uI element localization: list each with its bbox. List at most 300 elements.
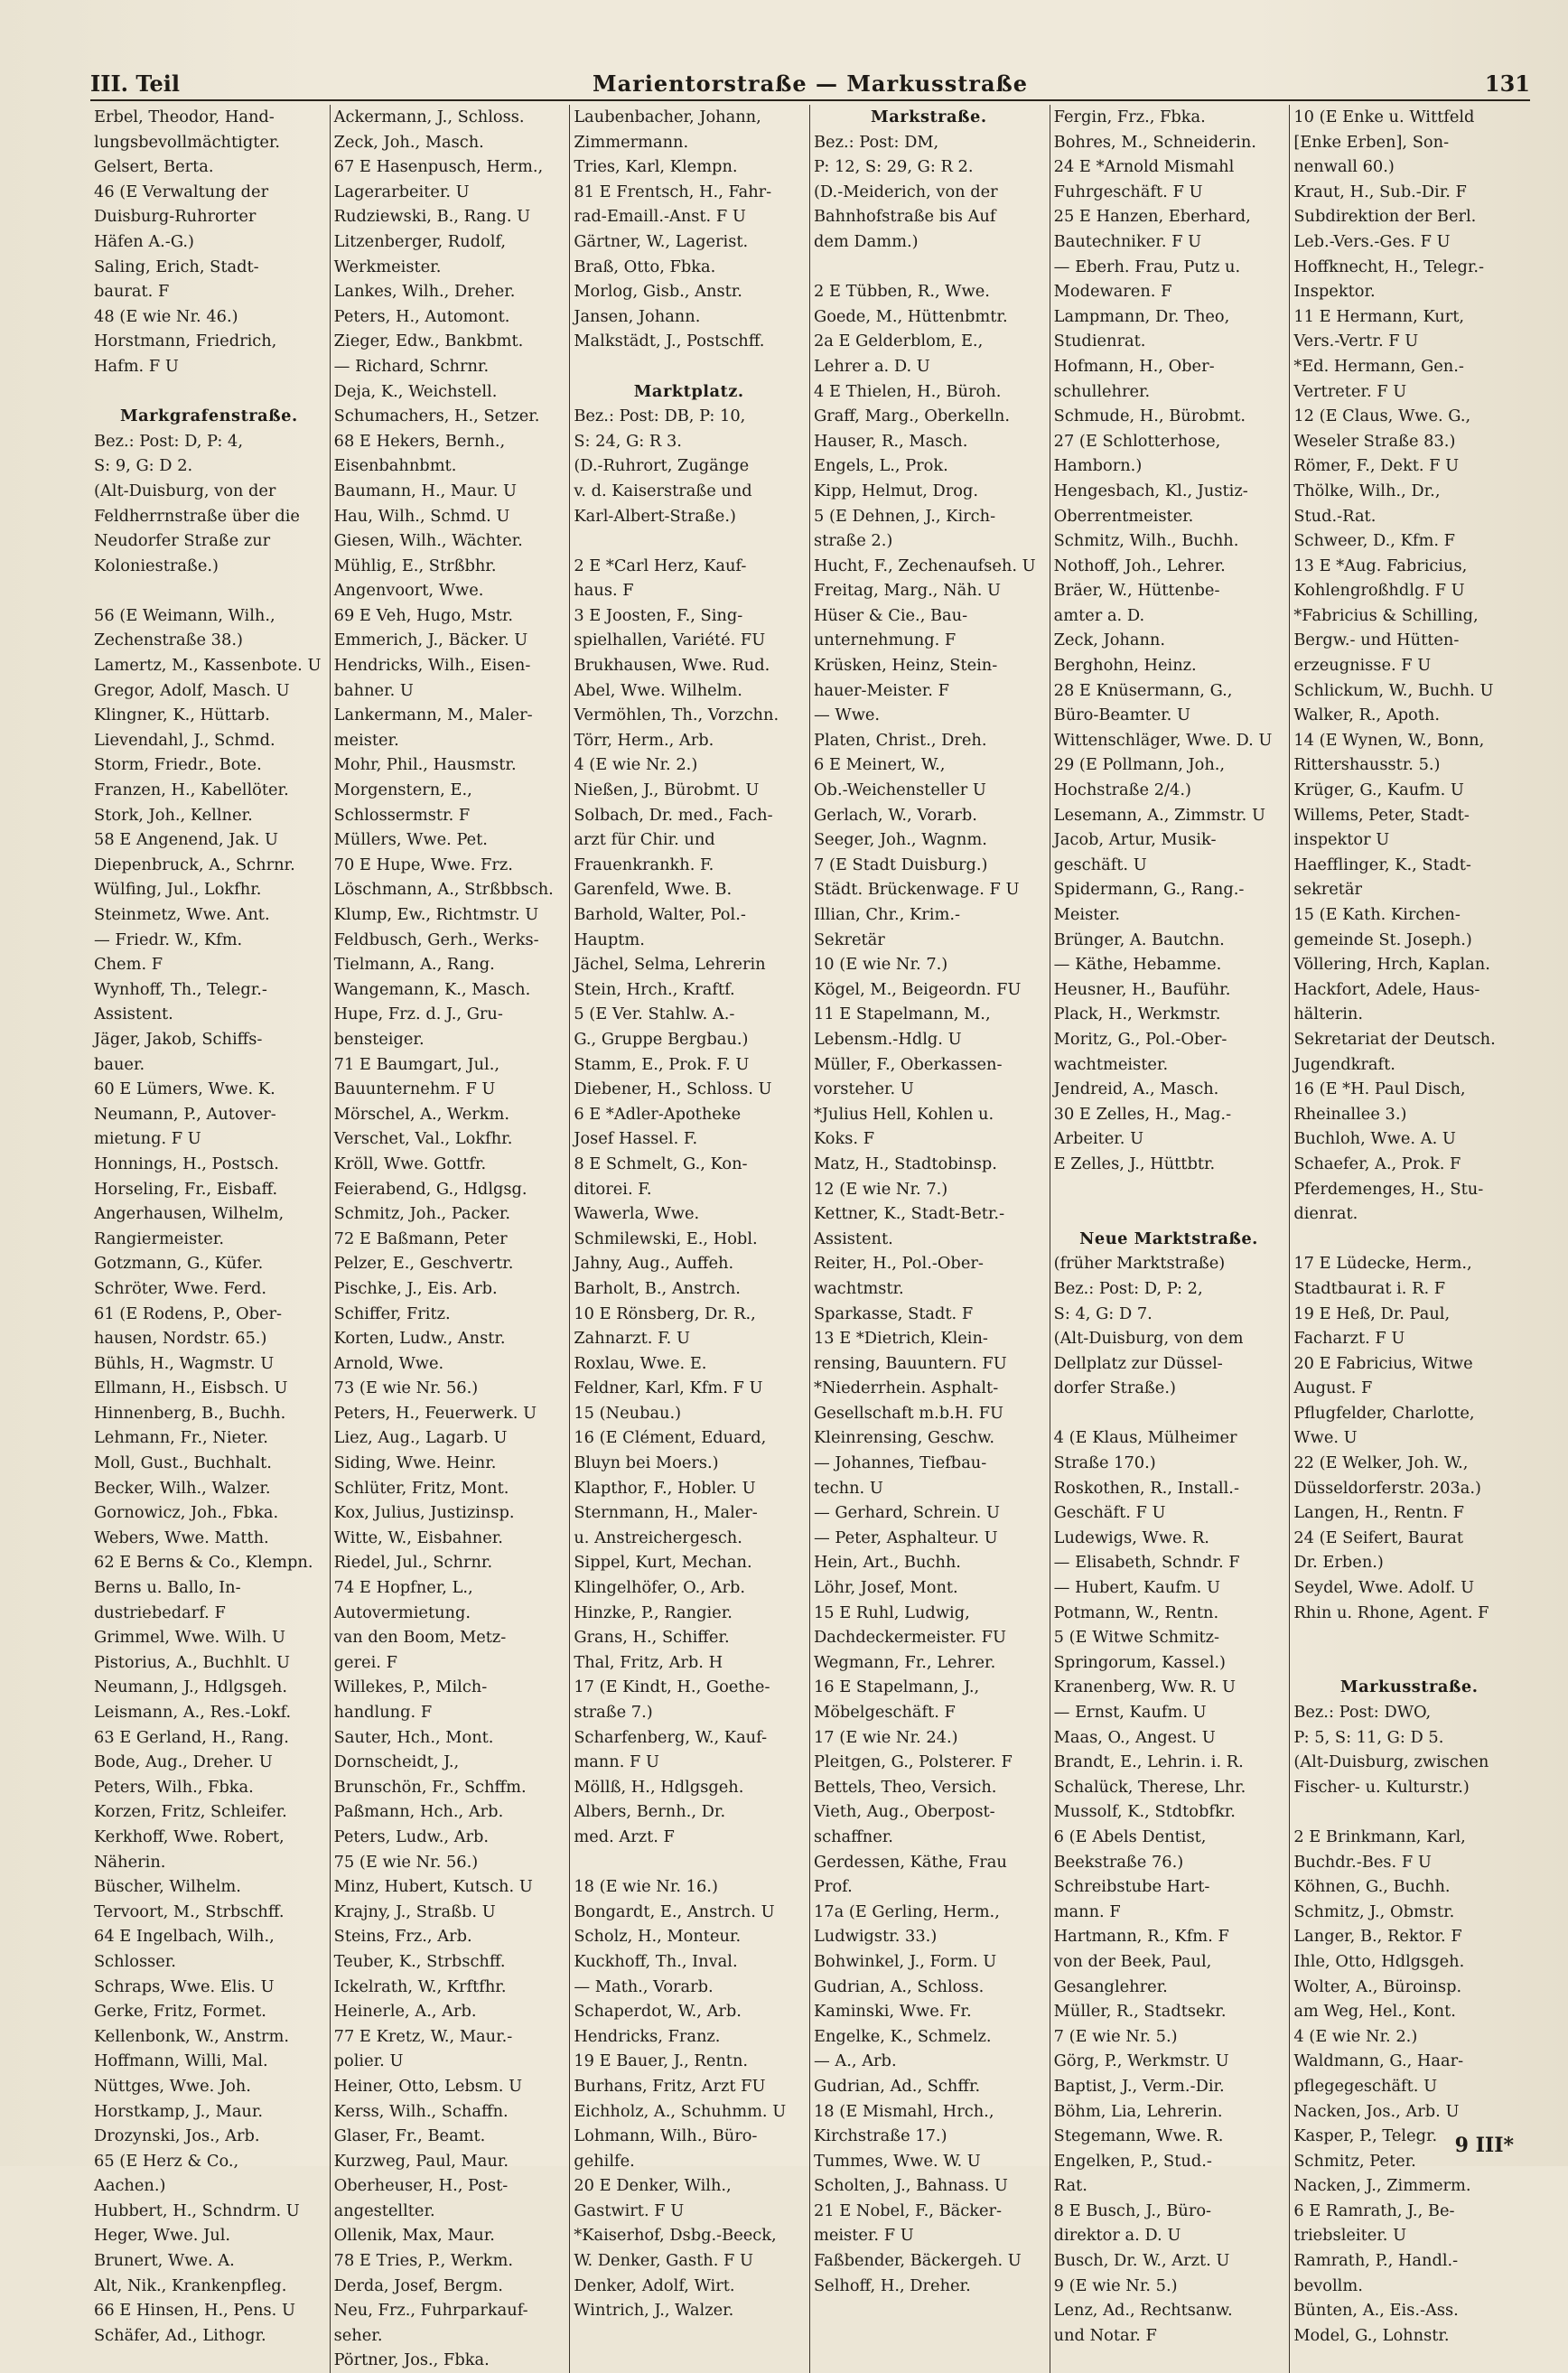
entry-line: P: 12, S: 29, G: R 2.	[813, 157, 974, 177]
entry-line: Ickelrath, W., Krftfhr.	[333, 1976, 507, 1996]
entry-line: Ob.-Weichensteller U	[813, 780, 986, 800]
entry-line: Baptist, J., Verm.-Dir.	[1053, 2076, 1225, 2096]
entry-line: Schmitz, Peter.	[1293, 2151, 1416, 2171]
entry-line: Wittenschläger, Wwe. D. U	[1053, 730, 1273, 750]
entry-line: Brukhausen, Wwe. Rud.	[574, 656, 770, 676]
entry-line: 20 E Fabricius, Witwe	[1293, 1353, 1473, 1373]
entry-line: Willems, Peter, Stadt-	[1293, 805, 1470, 825]
entry-line: Selhoff, H., Dreher.	[813, 2275, 971, 2295]
entry-line: techn. U	[813, 1478, 883, 1498]
entry-line: Ihle, Otto, Hdlgsgeh.	[1293, 1951, 1465, 1971]
entry-line: Hendricks, Wilh., Eisen-	[333, 656, 531, 676]
entry-line: Witte, W., Eisbahner.	[333, 1528, 503, 1547]
entry-line: erzeugnisse. F U	[1293, 656, 1432, 676]
entry-line: Horstmann, Friedrich,	[94, 332, 277, 351]
entry-line: Bauunternehm. F U	[333, 1079, 496, 1099]
entry-line: Ollenik, Max, Maur.	[333, 2226, 495, 2246]
entry-line: Glaser, Fr., Beamt.	[333, 2126, 486, 2146]
entry-line: Paßmann, Hch., Arb.	[333, 1802, 504, 1822]
entry-line: hälterin.	[1293, 1004, 1364, 1024]
entry-line: Schumachers, H., Setzer.	[333, 406, 540, 426]
entry-line: Vieth, Aug., Oberpost-	[813, 1802, 995, 1822]
entry-line: — Friedr. W., Kfm.	[94, 930, 243, 949]
entry-line: Kerss, Wilh., Schaffn.	[333, 2101, 509, 2121]
entry-line: 10 E Rönsberg, Dr. R.,	[574, 1303, 756, 1323]
entry-line: Rangiermeister.	[94, 1229, 225, 1248]
entry-line: Thal, Fritz, Arb. H	[574, 1652, 723, 1672]
entry-line: Pörtner, Jos., Fbka.	[333, 2350, 490, 2370]
entry-line: Freitag, Marg., Näh. U	[813, 581, 1002, 601]
entry-line: Rudziewski, B., Rang. U	[333, 207, 531, 227]
entry-line: Assistent.	[94, 1004, 173, 1024]
entry-line: Nießen, J., Bürobmt. U	[574, 780, 760, 800]
entry-line: Dellplatz zur Düssel-	[1053, 1353, 1223, 1373]
entry-line: Burhans, Fritz, Arzt FU	[574, 2076, 766, 2096]
entry-line: Vers.-Vertr. F U	[1293, 332, 1419, 351]
entry-line: Jächel, Selma, Lehrerin	[574, 955, 766, 975]
entry-line: Morlog, Gisb., Anstr.	[574, 282, 742, 302]
entry-line: Moll, Gust., Buchhalt.	[94, 1453, 272, 1473]
entry-line: Jansen, Johann.	[574, 306, 701, 326]
entry-line: Litzenberger, Rudolf,	[333, 231, 507, 251]
entry-line: Neumann, J., Hdlgsgeh.	[94, 1677, 287, 1697]
entry-line: spielhallen, Variété. FU	[574, 631, 766, 650]
entry-line: Feldner, Karl, Kfm. F U	[574, 1378, 763, 1398]
entry-line: Straße 170.)	[1053, 1453, 1156, 1473]
entry-line: Autovermietung.	[333, 1602, 471, 1622]
entry-line: am Weg, Hel., Kont.	[1293, 2002, 1456, 2022]
entry-line: 7 (E Stadt Duisburg.)	[813, 855, 988, 874]
entry-line: Scharfenberg, W., Kauf-	[574, 1727, 768, 1747]
entry-line: Kirchstraße 17.)	[813, 2126, 947, 2146]
entry-line: Hoffmann, Willi, Mal.	[94, 2051, 268, 2071]
street-heading: Markusstraße.	[1339, 1677, 1479, 1697]
entry-line: 77 E Kretz, W., Maur.-	[333, 2026, 513, 2046]
entry-line: Löhr, Josef, Mont.	[813, 1578, 958, 1598]
entry-line: — Hubert, Kaufm. U	[1053, 1578, 1220, 1598]
entry-line: 27 (E Schlotterhose,	[1053, 431, 1221, 451]
entry-line: Roskothen, R., Install.-	[1053, 1478, 1239, 1498]
entry-line: Sekretariat der Deutsch.	[1293, 1029, 1496, 1049]
entry-line: 58 E Angenend, Jak. U	[94, 830, 279, 850]
entry-line: Klump, Ew., Richtmstr. U	[333, 905, 539, 924]
entry-line: Fuhrgeschäft. F U	[1053, 182, 1203, 201]
entry-line: Modewaren. F	[1053, 282, 1172, 302]
entry-line: 15 (E Kath. Kirchen-	[1293, 905, 1461, 924]
entry-line: Klingner, K., Hüttarb.	[94, 705, 270, 725]
entry-line: Engels, L., Prok.	[813, 456, 948, 476]
entry-line: Schreibstube Hart-	[1053, 1877, 1210, 1897]
entry-line: Müllers, Wwe. Pet.	[333, 830, 488, 850]
entry-line: Häfen A.-G.)	[94, 231, 194, 251]
entry-line: — Elisabeth, Schndr. F	[1053, 1553, 1240, 1573]
entry-line: baurat. F	[94, 282, 170, 302]
entry-line: Dr. Erben.)	[1293, 1553, 1384, 1573]
entry-line: pflegegeschäft. U	[1293, 2076, 1438, 2096]
entry-line: Liez, Aug., Lagarb. U	[333, 1428, 508, 1448]
entry-line: Dornscheidt, J.,	[333, 1752, 460, 1772]
entry-line: Wülfing, Jul., Lokfhr.	[94, 880, 262, 900]
entry-line: Vermöhlen, Th., Vorzchn.	[574, 705, 779, 725]
entry-line: Städt. Brückenwage. F U	[813, 880, 1020, 900]
entry-line: Kellenbonk, W., Anstrm.	[94, 2026, 289, 2046]
entry-line: Teuber, K., Strbschff.	[333, 1951, 506, 1971]
entry-line: Müller, F., Oberkassen-	[813, 1054, 1003, 1074]
entry-line: Mussolf, K., Stdtobfkr.	[1053, 1802, 1236, 1822]
entry-line: 4 (E wie Nr. 2.)	[574, 755, 698, 775]
entry-line: 15 E Ruhl, Ludwig,	[813, 1602, 970, 1622]
entry-line: sekretär	[1293, 880, 1363, 900]
entry-line: Wolter, A., Büroinsp.	[1293, 1976, 1462, 1996]
entry-line: Schraps, Wwe. Elis. U	[94, 1976, 275, 1996]
entry-line: Schalück, Therese, Lhr.	[1053, 1777, 1246, 1797]
entry-line: Jacob, Artur, Musik-	[1053, 830, 1217, 850]
entry-line: mietung. F U	[94, 1129, 201, 1149]
entry-line: Langen, H., Rentn. F	[1293, 1503, 1464, 1523]
entry-line: Schiffer, Fritz.	[333, 1303, 451, 1323]
entry-line: 2 E *Carl Herz, Kauf-	[574, 556, 747, 575]
entry-line: Hendricks, Franz.	[574, 2026, 721, 2046]
entry-line: Thölke, Wilh., Dr.,	[1293, 481, 1441, 500]
entry-line: Lesemann, A., Zimmstr. U	[1053, 805, 1265, 825]
entry-line: 14 (E Wynen, W., Bonn,	[1293, 730, 1485, 750]
entry-line: 66 E Hinsen, H., Pens. U	[94, 2301, 295, 2321]
entry-line: Pischke, J., Eis. Arb.	[333, 1278, 498, 1298]
entry-line: Bahnhofstraße bis Auf	[813, 207, 996, 227]
blank-line	[1293, 1650, 1525, 1676]
entry-line: Ludwigstr. 33.)	[813, 1927, 938, 1947]
entry-line: Stadtbaurat i. R. F	[1293, 1278, 1446, 1298]
page-header	[90, 70, 1530, 98]
entry-line: vorsteher. U	[813, 1079, 914, 1099]
entry-line: Derda, Josef, Bergm.	[333, 2275, 503, 2295]
entry-line: Storm, Friedr., Bote.	[94, 755, 262, 775]
entry-line: Völlering, Hrch, Kaplan.	[1293, 955, 1490, 975]
entry-line: Springorum, Kassel.)	[1053, 1652, 1226, 1672]
entry-line: Schäfer, Ad., Lithogr.	[94, 2325, 266, 2345]
entry-line: Kuckhoff, Th., Inval.	[574, 1951, 738, 1971]
entry-line: Webers, Wwe. Matth.	[94, 1528, 269, 1547]
column-1	[90, 105, 331, 2373]
entry-line: Siding, Wwe. Heinr.	[333, 1453, 497, 1473]
entry-line: Scholz, H., Monteur.	[574, 1927, 742, 1947]
entry-line: Hochstraße 2/4.)	[1053, 780, 1191, 800]
entry-line: Krüsken, Heinz, Stein-	[813, 656, 998, 676]
entry-line: Nacken, J., Zimmerm.	[1293, 2176, 1471, 2196]
entry-line: Hengesbach, Kl., Justiz-	[1053, 481, 1248, 500]
entry-line: Barhold, Walter, Pol.-	[574, 905, 746, 924]
entry-line: 3 E Joosten, F., Sing-	[574, 605, 743, 625]
entry-line: Stamm, E., Prok. F. U	[574, 1054, 750, 1074]
entry-line: Wynhoff, Th., Telegr.-	[94, 979, 267, 999]
entry-line: Weseler Straße 83.)	[1293, 431, 1456, 451]
entry-line: Möllß, H., Hdlgsgeh.	[574, 1777, 744, 1797]
entry-line: Stud.-Rat.	[1293, 506, 1377, 526]
entry-line: G., Gruppe Bergbau.)	[574, 1029, 749, 1049]
entry-line: Schlossermstr. F	[333, 805, 471, 825]
entry-line: Hauptm.	[574, 930, 645, 949]
entry-line: 64 E Ingelbach, Wilh.,	[94, 1927, 275, 1947]
entry-line: Wintrich, J., Walzer.	[574, 2301, 734, 2321]
entry-line: Bez.: Post: DB, P: 10,	[574, 406, 746, 426]
entry-line: 69 E Veh, Hugo, Mstr.	[333, 605, 514, 625]
entry-line: Grimmel, Wwe. Wilh. U	[94, 1628, 286, 1648]
entry-line: — Peter, Asphalteur. U	[813, 1528, 998, 1547]
entry-line: Mörschel, A., Werkm.	[333, 1104, 510, 1124]
entry-line: Lehrer a. D. U	[813, 356, 930, 376]
blank-line	[1054, 1401, 1284, 1426]
entry-line: Bräer, W., Hüttenbe-	[1053, 581, 1220, 601]
entry-line: nenwall 60.)	[1293, 157, 1395, 177]
entry-line: Gärtner, W., Lagerist.	[574, 231, 749, 251]
entry-line: Hofmann, H., Ober-	[1053, 356, 1215, 376]
entry-line: Gerdessen, Käthe, Frau	[813, 1852, 1007, 1872]
entry-line: dustriebedarf. F	[94, 1602, 226, 1622]
entry-line: 73 (E wie Nr. 56.)	[333, 1378, 479, 1398]
entry-line: Klapthor, F., Hobler. U	[574, 1478, 756, 1498]
entry-line: Stork, Joh., Kellner.	[94, 805, 253, 825]
entry-line: Gerlach, W., Vorarb.	[813, 805, 977, 825]
entry-line: Jendreid, A., Masch.	[1053, 1079, 1219, 1099]
entry-line: 24 (E Seifert, Baurat	[1293, 1528, 1463, 1547]
blank-line	[814, 255, 1044, 280]
street-heading: Neue Marktstraße.	[1079, 1229, 1258, 1248]
entry-line: 70 E Hupe, Wwe. Frz.	[333, 855, 513, 874]
entry-line: Korzen, Fritz, Schleifer.	[94, 1802, 287, 1822]
entry-line: Sippel, Kurt, Mechan.	[574, 1553, 752, 1573]
entry-line: W. Denker, Gasth. F U	[574, 2251, 753, 2271]
entry-line: Kerkhoff, Wwe. Robert,	[94, 1826, 285, 1846]
entry-line: Faßbender, Bäckergeh. U	[813, 2251, 1022, 2271]
entry-line: Hubbert, H., Schndrm. U	[94, 2200, 300, 2220]
entry-line: Sternmann, H., Maler-	[574, 1503, 758, 1523]
entry-line: 5 (E Ver. Stahlw. A.-	[574, 1004, 735, 1024]
entry-line: Bohres, M., Schneiderin.	[1053, 132, 1256, 152]
entry-line: Diepenbruck, A., Schrnr.	[94, 855, 295, 874]
entry-line: 60 E Lümers, Wwe. K.	[94, 1079, 275, 1099]
entry-line: Zimmermann.	[574, 132, 689, 152]
entry-line: gemeinde St. Joseph.)	[1293, 930, 1472, 949]
entry-line: Josef Hassel. F.	[574, 1129, 698, 1149]
entry-line: 16 E Stapelmann, J.,	[813, 1677, 980, 1697]
entry-line: Laubenbacher, Johann,	[574, 107, 761, 126]
entry-line: Meister.	[1053, 905, 1121, 924]
entry-line: Berghohn, Heinz.	[1053, 656, 1197, 676]
entry-line: Langer, B., Rektor. F	[1293, 1927, 1462, 1947]
entry-line: Korten, Ludw., Anstr.	[333, 1329, 506, 1349]
entry-line: 19 E Bauer, J., Rentn.	[574, 2051, 749, 2071]
entry-line: bauer.	[94, 1054, 145, 1074]
entry-line: 78 E Tries, P., Werkm.	[333, 2251, 514, 2271]
entry-line: Kögel, M., Beigeordn. FU	[813, 979, 1022, 999]
entry-line: 10 (E Enke u. Wittfeld	[1293, 107, 1475, 126]
entry-line: Schlickum, W., Buchh. U	[1293, 680, 1494, 700]
entry-line: Heusner, H., Bauführ.	[1053, 979, 1231, 999]
entry-line: Vertreter. F U	[1293, 381, 1407, 401]
entry-line: 21 E Nobel, F., Bäcker-	[813, 2200, 1003, 2220]
entry-line: Gesanglehrer.	[1053, 1976, 1168, 1996]
entry-line: Bettels, Theo, Versich.	[813, 1777, 997, 1797]
entry-line: Hackfort, Adele, Haus-	[1293, 979, 1480, 999]
entry-line: wachtmstr.	[813, 1278, 904, 1298]
entry-line: Moritz, G., Pol.-Ober-	[1053, 1029, 1227, 1049]
entry-line: Graff, Marg., Oberkelln.	[813, 406, 1010, 426]
entry-line: 7 (E wie Nr. 5.)	[1053, 2026, 1178, 2046]
entry-line: (D.-Meiderich, von der	[813, 182, 998, 201]
blank-line	[574, 354, 804, 379]
entry-line: Düsseldorferstr. 203a.)	[1293, 1478, 1481, 1498]
entry-line: Rhin u. Rhone, Agent. F	[1293, 1602, 1489, 1622]
entry-line: S: 24, G: R 3.	[574, 431, 682, 451]
entry-line: angestellter.	[333, 2200, 435, 2220]
entry-line: dorfer Straße.)	[1053, 1378, 1176, 1398]
entry-line: straße 7.)	[574, 1703, 653, 1722]
entry-line: Duisburg-Ruhrorter	[94, 207, 257, 227]
entry-line: 6 (E Abels Dentist,	[1053, 1826, 1207, 1846]
entry-line: Frauenkrankh. F.	[574, 855, 714, 874]
entry-line: 5 (E Dehnen, J., Kirch-	[813, 506, 996, 526]
entry-line: 6 E Meinert, W.,	[813, 755, 946, 775]
entry-line: Ellmann, H., Eisbsch. U	[94, 1378, 288, 1398]
entry-line: 61 (E Rodens, P., Ober-	[94, 1303, 283, 1323]
entry-line: Peters, Ludw., Arb.	[333, 1826, 490, 1846]
entry-line: schaffner.	[813, 1826, 893, 1846]
blank-line	[1293, 1625, 1525, 1650]
entry-line: Zieger, Edw., Bankbmt.	[333, 332, 524, 351]
entry-line: amter a. D.	[1053, 605, 1145, 625]
entry-line: 2 E Brinkmann, Karl,	[1293, 1826, 1466, 1846]
entry-line: Schmitz, Wilh., Buchh.	[1053, 531, 1239, 551]
entry-line: Gregor, Adolf, Masch. U	[94, 680, 290, 700]
entry-line: u. Anstreichergesch.	[574, 1528, 742, 1547]
entry-line: v. d. Kaiserstraße und	[574, 481, 752, 500]
entry-line: Mühlig, E., Strßbhr.	[333, 556, 497, 575]
entry-line: Inspektor.	[1293, 282, 1376, 302]
entry-line: Baumann, H., Maur. U	[333, 481, 518, 500]
entry-line: Subdirektion der Berl.	[1293, 207, 1477, 227]
entry-line: gehilfe.	[574, 2151, 635, 2171]
entry-line: Platen, Christ., Dreh.	[813, 730, 987, 750]
signature-mark: 9 III*	[1454, 2134, 1514, 2157]
entry-line: schullehrer.	[1053, 381, 1151, 401]
entry-line: (früher Marktstraße)	[1053, 1254, 1226, 1274]
entry-line: Bergw.- und Hütten-	[1293, 631, 1460, 650]
entry-line: Jugendkraft.	[1293, 1054, 1395, 1074]
entry-line: Neumann, P., Autover-	[94, 1104, 276, 1124]
entry-line: meister.	[333, 730, 399, 750]
entry-line: Reiter, H., Pol.-Ober-	[813, 1254, 984, 1274]
entry-line: Plack, H., Werkmstr.	[1053, 1004, 1221, 1024]
entry-line: 4 (E wie Nr. 2.)	[1293, 2026, 1418, 2046]
entry-line: Erbel, Theodor, Hand-	[94, 107, 275, 126]
entry-line: Arnold, Wwe.	[333, 1353, 444, 1373]
entry-line: Tielmann, A., Rang.	[333, 955, 495, 975]
part-label: III. Teil	[90, 70, 180, 97]
entry-line: hauer-Meister. F	[813, 680, 949, 700]
entry-line: Wawerla, Wwe.	[574, 1204, 700, 1224]
entry-line: Koks. F	[813, 1129, 875, 1149]
entry-line: Tummes, Wwe. W. U	[813, 2151, 981, 2171]
entry-line: Heinerle, A., Arb.	[333, 2002, 477, 2022]
blank-line	[94, 578, 324, 603]
entry-line: Hinzke, P., Rangier.	[574, 1602, 733, 1622]
entry-line: 81 E Frentsch, H., Fahr-	[574, 182, 772, 201]
entry-line: Kipp, Helmut, Drog.	[813, 481, 978, 500]
entry-line: Abel, Wwe. Wilhelm.	[574, 680, 742, 700]
entry-line: Lehmann, Fr., Nieter.	[94, 1428, 268, 1448]
entry-line: dem Damm.)	[813, 231, 919, 251]
entry-line: Kraut, H., Sub.-Dir. F	[1293, 182, 1467, 201]
entry-line: 12 (E Claus, Wwe. G.,	[1293, 406, 1471, 426]
entry-line: Heiner, Otto, Lebsm. U	[333, 2076, 523, 2096]
entry-line: *Julius Hell, Kohlen u.	[813, 1104, 994, 1124]
entry-line: Krüger, G., Kaufm. U	[1293, 780, 1464, 800]
entry-line: August. F	[1293, 1378, 1373, 1398]
entry-line: Willekes, P., Milch-	[333, 1677, 488, 1697]
entry-line: Lagerarbeiter. U	[333, 182, 470, 201]
entry-line: 75 (E wie Nr. 56.)	[333, 1852, 479, 1872]
entry-line: Hucht, F., Zechenaufseh. U	[813, 556, 1036, 575]
entry-line: med. Arzt. F	[574, 1826, 675, 1846]
entry-line: Scholten, J., Bahnass. U	[813, 2176, 1008, 2196]
entry-line: 13 E *Aug. Fabricius,	[1293, 556, 1468, 575]
entry-line: rad-Emaill.-Anst. F U	[574, 207, 746, 227]
entry-line: 17a (E Gerling, Herm.,	[813, 1901, 1000, 1921]
entry-line: 30 E Zelles, H., Mag.-	[1053, 1104, 1232, 1124]
entry-line: Zechenstraße 38.)	[94, 631, 243, 650]
entry-line: Pleitgen, G., Polsterer. F	[813, 1752, 1013, 1772]
entry-line: Maas, O., Angest. U	[1053, 1727, 1216, 1747]
entry-line: (Alt-Duisburg, von der	[94, 481, 276, 500]
entry-line: 11 E Hermann, Kurt,	[1293, 306, 1465, 326]
entry-line: Berns u. Ballo, In-	[94, 1578, 241, 1598]
entry-line: Model, G., Lohnstr.	[1293, 2325, 1450, 2345]
entry-line: Albers, Bernh., Dr.	[574, 1802, 726, 1822]
entry-line: 22 (E Welker, Joh. W.,	[1293, 1453, 1469, 1473]
entry-line: Böhm, Lia, Lehrerin.	[1053, 2101, 1223, 2121]
entry-line: Arbeiter. U	[1053, 1129, 1144, 1149]
entry-line: Schröter, Wwe. Ferd.	[94, 1278, 267, 1298]
entry-line: Peters, Wilh., Fbka.	[94, 1777, 254, 1797]
entry-line: Karl-Albert-Straße.)	[574, 506, 736, 526]
entry-line: Deja, K., Weichstell.	[333, 381, 498, 401]
entry-line: 62 E Berns & Co., Klempn.	[94, 1553, 313, 1573]
entry-line: Schaefer, A., Prok. F	[1293, 1154, 1461, 1173]
entry-line: 2 E Tübben, R., Wwe.	[813, 282, 990, 302]
entry-line: S: 9, G: D 2.	[94, 456, 193, 476]
entry-line: Leismann, A., Res.-Lokf.	[94, 1703, 292, 1722]
entry-line: Hoffknecht, H., Telegr.-	[1293, 257, 1485, 276]
entry-line: Solbach, Dr. med., Fach-	[574, 805, 773, 825]
entry-line: polier. U	[333, 2051, 404, 2071]
entry-line: Neu, Frz., Fuhrparkauf-	[333, 2301, 528, 2321]
entry-line: Denker, Adolf, Wirt.	[574, 2275, 735, 2295]
entry-line: geschäft. U	[1053, 855, 1147, 874]
entry-line: Hartmann, R., Kfm. F	[1053, 1927, 1229, 1947]
page-number: 131	[1484, 70, 1530, 97]
entry-line: Büro-Beamter. U	[1053, 705, 1190, 725]
entry-line: 16 (E *H. Paul Disch,	[1293, 1079, 1466, 1099]
entry-line: Nüttges, Wwe. Joh.	[94, 2076, 251, 2096]
entry-line: Ludewigs, Wwe. R.	[1053, 1528, 1209, 1547]
entry-line: Studienrat.	[1053, 332, 1146, 351]
entry-line: Morgenstern, E.,	[333, 780, 472, 800]
entry-line: 13 E *Dietrich, Klein-	[813, 1329, 988, 1349]
entry-line: 6 E Ramrath, J., Be-	[1293, 2200, 1455, 2220]
entry-line: Sauter, Hch., Mont.	[333, 1727, 494, 1747]
entry-line: Illian, Chr., Krim.-	[813, 905, 960, 924]
entry-line: Eichholz, A., Schuhmm. U	[574, 2101, 787, 2121]
